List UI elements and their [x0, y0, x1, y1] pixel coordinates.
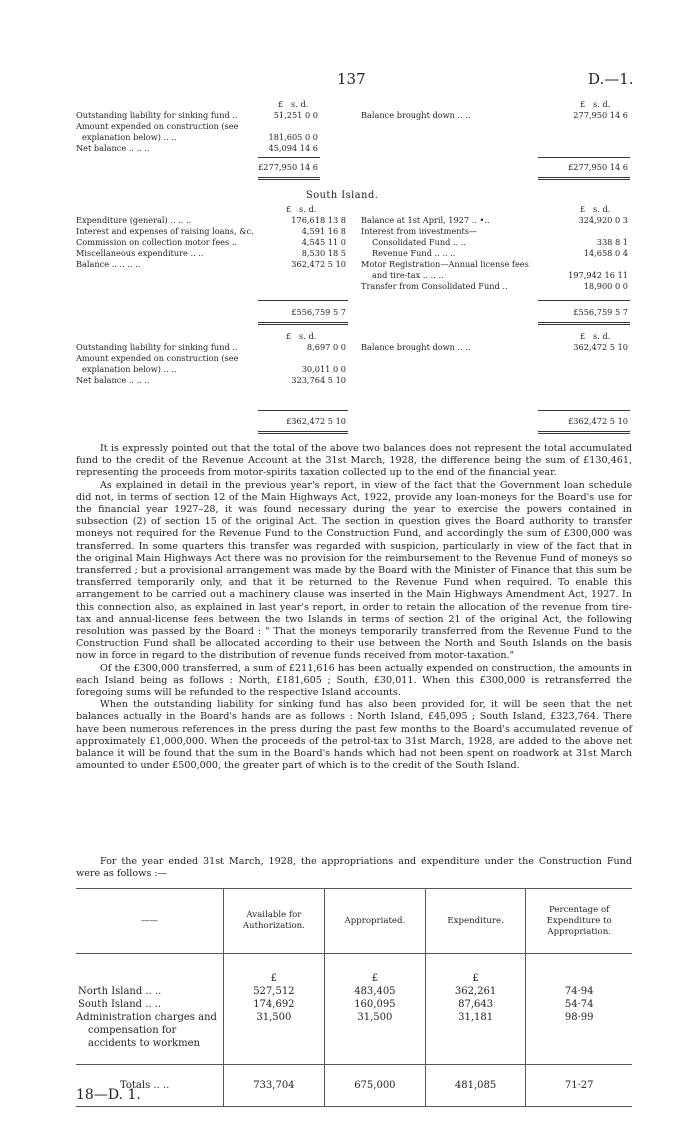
- si-right-amount: 338 8 1: [596, 237, 628, 247]
- ni-left-amount: 181,605 0 0: [268, 132, 318, 142]
- si2-left-amount: 323,764 5 10: [291, 375, 346, 385]
- column-header: Appropriated.: [324, 889, 425, 954]
- si-left-amount: 176,618 13 8: [291, 215, 346, 225]
- ni-left-entry: Amount expended on construction (see: [76, 121, 239, 131]
- si2-right-amount: 362,472 5 10: [573, 342, 628, 352]
- si-left-rule: [258, 300, 348, 301]
- si2-right-double-rule: [538, 431, 630, 434]
- si-right-entry: Consolidated Fund .. ..: [372, 237, 467, 247]
- si2-right-entry: Balance brought down .. ..: [361, 342, 471, 352]
- ni-left-double-rule: [258, 177, 320, 180]
- si-right-double-rule: [538, 322, 630, 325]
- si-left-entry: Interest and expenses of raising loans, &c.: [76, 226, 254, 236]
- appropriated-cell: 160,095: [324, 998, 425, 1011]
- table-header-row: [76, 889, 632, 954]
- paragraph: When the outstanding liability for sinking fund has also been provided for, it will be seen that the net balances actually in the Board's hands are as follows : North Island, £45,095 ; South Island, £323,764. There have been numerous references in the press during the past few months to the Board's accumulated revenue of approximately £1,000,000. When the proceeds of the petrol-tax to 31st March, 1928, are added to the above net balance it will be found that the sum in the Board's hands which had not been spent on roadwork at 31st March amounted to under £500,000, the greater part of which is to the credit of the South Island.: [76, 699, 632, 772]
- si-left-total: £556,759 5 7: [291, 307, 346, 317]
- paragraph: It is expressly pointed out that the total of the above two balances does not represent the total accumulated fund to the credit of the Revenue Account at the 31st March, 1928, the difference being the sum of £130,461, representing the proceeds from motor-spirits taxation collected up to the end of the financial year.: [76, 443, 632, 479]
- si2-right-currency-header: £ s. d.: [580, 331, 611, 341]
- totals-row: [76, 1065, 632, 1107]
- si-right-amount: 197,942 16 11: [568, 270, 628, 280]
- table-row: [76, 985, 632, 998]
- row-label: Totals .. ..: [76, 1065, 223, 1107]
- available-cell: 527,512: [223, 985, 324, 998]
- row-label: Administration charges and compensation for accidents to workmen: [76, 1012, 217, 1049]
- ni-right-amount: 277,950 14 6: [573, 110, 628, 120]
- ni-left-rule: [258, 157, 320, 158]
- percentage-cell: 54·74: [526, 998, 632, 1011]
- ni-left-currency-header: £ s. d.: [278, 99, 309, 109]
- si2-right-total: £362,472 5 10: [568, 416, 628, 426]
- si-left-amount: 4,545 11 0: [301, 237, 346, 247]
- row-label: North Island .. ..: [78, 986, 162, 997]
- column-header: Expenditure.: [425, 889, 526, 954]
- south-island-heading: South Island.: [306, 190, 379, 201]
- si-right-rule: [538, 300, 630, 301]
- si2-left-rule: [258, 410, 348, 411]
- si-left-amount: 4,591 16 8: [301, 226, 346, 236]
- unit-cell: [526, 954, 632, 986]
- column-header: Available for Authorization.: [223, 889, 324, 954]
- ni-right-double-rule: [538, 177, 630, 180]
- si2-left-amount: 30,011 0 0: [301, 364, 346, 374]
- body-text: [76, 443, 632, 772]
- expenditure-cell: 31,181: [425, 1011, 526, 1065]
- si-left-double-rule: [258, 322, 348, 325]
- ni-left-entry: Outstanding liability for sinking fund ..: [76, 110, 238, 120]
- si2-left-entry: Net balance .. .. ..: [76, 375, 150, 385]
- si-right-entry: Transfer from Consolidated Fund ..: [361, 281, 508, 291]
- table-row: [76, 998, 632, 1011]
- si-right-entry: Balance at 1st April, 1927 .. •..: [361, 215, 490, 225]
- paragraph: For the year ended 31st March, 1928, the appropriations and expenditure under the Construction Fund were as follows :—: [76, 856, 632, 880]
- ni-right-currency-header: £ s. d.: [580, 99, 611, 109]
- si-left-entry: Miscellaneous expenditure .. ..: [76, 248, 204, 258]
- footer-signature: 18—D. 1.: [76, 1087, 141, 1103]
- si2-right-rule: [538, 410, 630, 411]
- unit-cell: £: [223, 954, 324, 986]
- ni-left-entry: explanation below) .. ..: [82, 132, 177, 142]
- si-left-amount: 8,530 18 5: [301, 248, 346, 258]
- si-left-currency-header: £ s. d.: [286, 204, 317, 214]
- ni-left-entry: Net balance .. .. ..: [76, 143, 150, 153]
- si2-left-entry: Amount expended on construction (see: [76, 353, 239, 363]
- si-right-currency-header: £ s. d.: [580, 204, 611, 214]
- si-left-entry: Commission on collection motor fees ..: [76, 237, 238, 247]
- si-right-entry: and tire-tax .. .. ..: [372, 270, 444, 280]
- si-left-entry: Expenditure (general) .. .. ..: [76, 215, 192, 225]
- available-total: 733,704: [223, 1065, 324, 1107]
- si-right-entry: Motor Registration—Annual license fees: [361, 259, 529, 269]
- column-header: ——: [76, 889, 223, 954]
- unit-cell: £: [324, 954, 425, 986]
- available-cell: 174,692: [223, 998, 324, 1011]
- expenditure-cell: 362,261: [425, 985, 526, 998]
- unit-cell: [76, 954, 223, 986]
- paragraph: As explained in detail in the previous year's report, in view of the fact that the Government loan schedule did not, in terms of section 12 of the Main Highways Act, 1922, provide any loan-moneys for the Board's use for the financial year 1927–28, it was found necessary during the year to exercise the powers contained in subsection (2) of section 15 of the original Act. The section in question gives the Board authority to transfer moneys not required for the Revenue Fund to the Construction Fund, and accordingly the sum of £300,000 was transferred. In some quarters this transfer was regarded with suspicion, particularly in view of the fact that in the original Main Highways Act there was no provision for the reimbursement to the Revenue Fund of moneys so transferred ; but a provisional arrangement was made by the Board with the Minister of Finance that this sum be transferred temporarily only, and that it be returned to the Revenue Fund when required. To enable this arrangement to be carried out a machinery clause was inserted in the Main Highways Amendment Act, 1927. In this connection also, as explained in last year's report, in order to retain the allocation of the revenue from tire-tax and annual-license fees between the two Islands in terms of section 21 of the original Act, the following resolution was passed by the Board : " That the moneys temporarily transferred from the Revenue Fund to the Construction Fund shall be allocated according to their use between the North and South Islands on the basis now in force in regard to the distribution of revenue funds received from motor-taxation.": [76, 479, 632, 662]
- ni-left-total: £277,950 14 6: [258, 162, 318, 172]
- appropriated-cell: 483,405: [324, 985, 425, 998]
- table-row: [76, 1011, 632, 1065]
- expenditure-cell: 87,643: [425, 998, 526, 1011]
- row-label: South Island .. ..: [78, 999, 162, 1010]
- percentage-cell: 74·94: [526, 985, 632, 998]
- si-right-entry: Interest from investments—: [361, 226, 478, 236]
- unit-cell: £: [425, 954, 526, 986]
- column-header: Percentage of Expenditure to Appropriation.: [526, 889, 632, 954]
- si-right-total: £556,759 5 7: [573, 307, 628, 317]
- ni-right-rule: [538, 157, 630, 158]
- si-left-amount: 362,472 5 10: [291, 259, 346, 269]
- ni-right-total: £277,950 14 6: [568, 162, 628, 172]
- appropriated-cell: 31,500: [324, 1011, 425, 1065]
- page-number: 137: [337, 70, 366, 88]
- units-row: [76, 954, 632, 986]
- construction-fund-table: [76, 888, 632, 1107]
- table-intro-text: [76, 856, 632, 880]
- si2-left-amount: 8,697 0 0: [306, 342, 346, 352]
- percentage-cell: 98·99: [526, 1011, 632, 1065]
- percentage-total: 71·27: [526, 1065, 632, 1107]
- si-right-amount: 18,900 0 0: [583, 281, 628, 291]
- document-reference: D.—1.: [588, 70, 634, 88]
- expenditure-total: 481,085: [425, 1065, 526, 1107]
- available-cell: 31,500: [223, 1011, 324, 1065]
- ni-left-amount: 51,251 0 0: [273, 110, 318, 120]
- si-right-amount: 14,658 0 4: [583, 248, 628, 258]
- si2-left-total: £362,472 5 10: [286, 416, 346, 426]
- ni-right-entry: Balance brought down .. ..: [361, 110, 471, 120]
- paragraph: Of the £300,000 transferred, a sum of £211,616 has been actually expended on construction, the amounts in each Island being as follows : North, £181,605 ; South, £30,011. When this £300,000 is retransferred the foregoing sums will be refunded to the respective Island accounts.: [76, 662, 632, 699]
- si-left-entry: Balance .. .. .. ..: [76, 259, 141, 269]
- si2-left-currency-header: £ s. d.: [286, 331, 317, 341]
- si2-left-entry: explanation below) .. ..: [82, 364, 177, 374]
- si2-left-entry: Outstanding liability for sinking fund ..: [76, 342, 238, 352]
- si2-left-double-rule: [258, 431, 348, 434]
- ni-left-amount: 45,094 14 6: [268, 143, 318, 153]
- si-right-entry: Revenue Fund .. .. ..: [372, 248, 456, 258]
- appropriated-total: 675,000: [324, 1065, 425, 1107]
- si-right-amount: 324,920 0 3: [578, 215, 628, 225]
